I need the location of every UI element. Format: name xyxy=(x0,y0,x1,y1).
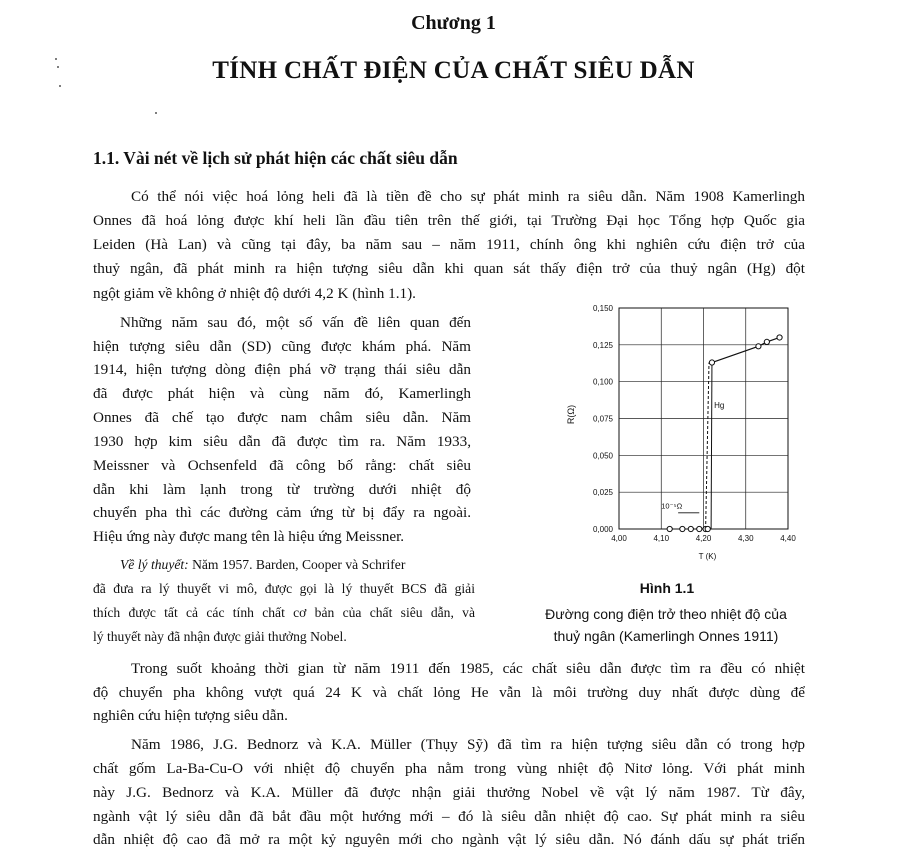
y-tick-label: 0,100 xyxy=(592,377,613,387)
text-line: Leiden (Hà Lan) và cũng tại đây, ba năm sau – năm 1911, chính ông khi nghiên cứu điện trở của xyxy=(93,236,805,253)
data-point xyxy=(688,526,693,531)
scan-speck xyxy=(57,66,59,68)
y-axis-label: R(Ω) xyxy=(566,404,576,425)
data-point xyxy=(697,526,702,531)
figure-caption-line: thuỷ ngân (Kamerlingh Onnes 1911) xyxy=(553,628,779,644)
data-point xyxy=(777,335,782,340)
text-line: thuỷ ngân, đã phát minh ra hiện tượng siêu dẫn khi quan sát thấy điện trở của thuỷ ngân (Hg) đột xyxy=(93,260,805,277)
y-tick-label: 0,050 xyxy=(592,451,613,461)
text-line: hiện tượng siêu dẫn (SD) cũng được khám phá. Năm xyxy=(93,338,471,355)
text-line: độ chuyển pha không vượt quá 24 K và chất lỏng He vẫn là môi trường duy nhất được dùng để xyxy=(93,684,805,701)
text-line: lý thuyết này đã nhận được giải thưởng Nobel. xyxy=(93,629,347,644)
text-line: nghiên cứu hiện tượng siêu dẫn. xyxy=(93,707,288,724)
x-axis-label: T (K) xyxy=(698,552,717,561)
x-tick-label: 4,30 xyxy=(737,534,754,543)
text-line: này J.G. Bednorz và K.A. Müller đã được nhận giải thưởng Nobel về vật lý năm 1987. Từ đây, xyxy=(93,784,805,801)
text-line: dẫn nhiệt độ cao đã mở ra một kỷ nguyên mới cho ngành vật lý siêu dẫn. Nó đánh dấu sự phát triển xyxy=(93,831,805,848)
figure-caption-line: Đường cong điện trở theo nhiệt độ của xyxy=(545,606,787,622)
text-line: Trong suốt khoảng thời gian từ năm 1911 đến 1985, các chất siêu dẫn được tìm ra đều có nhiệt xyxy=(131,660,805,677)
text-line: Có thể nói việc hoá lỏng heli đã là tiền đề cho sự phát minh ra siêu dẫn. Năm 1908 Kamerlingh xyxy=(131,188,805,205)
text-line: ngột giảm về không ở nhiệt độ dưới 4,2 K (hình 1.1). xyxy=(93,285,416,302)
text-line: 1914, hiện tượng dòng điện phá vỡ trạng thái siêu dẫn xyxy=(93,361,471,378)
figure-label: Hình 1.1 xyxy=(639,580,695,596)
text-line: đã được phát hiện và cùng năm đó, Kamerlingh xyxy=(93,385,471,402)
data-point xyxy=(680,526,685,531)
text-line: 1930 hợp kim siêu dẫn đã được tìm ra. Năm 1933, xyxy=(93,433,471,450)
chapter-title: TÍNH CHẤT ĐIỆN CỦA CHẤT SIÊU DẪN xyxy=(212,57,695,84)
text-line: Onnes đã chế tạo được nam châm siêu dẫn. Năm xyxy=(93,409,471,426)
text-line: Hiệu ứng này được mang tên là hiệu ứng Meissner. xyxy=(93,528,405,545)
text-line: Meissner và Ochsenfeld đã công bố rằng: chất siêu xyxy=(93,457,471,474)
italic-lead: Về lý thuyết: xyxy=(120,557,189,572)
data-point xyxy=(756,344,761,349)
scan-speck xyxy=(55,58,57,60)
transition-line xyxy=(711,363,712,529)
text-line xyxy=(120,555,405,574)
text-run: Năm 1957. Barden, Cooper và Schrifer xyxy=(188,557,406,572)
section-heading: 1.1. Vài nét về lịch sử phát hiện các chất siêu dẫn xyxy=(93,148,458,168)
text-line: dẫn khi làm lạnh trong từ trường dưới nhiệt độ xyxy=(93,481,471,498)
annotation-hg: Hg xyxy=(714,401,725,411)
text-line: chất gốm La-Ba-Cu-O với nhiệt độ chuyển pha nằm trong vùng nhiệt độ Nitơ lỏng. Với phát minh xyxy=(93,760,805,777)
x-tick-label: 4,20 xyxy=(695,534,712,543)
scan-speck xyxy=(59,85,61,87)
data-point xyxy=(764,339,769,344)
x-tick-label: 4,40 xyxy=(780,534,796,543)
y-tick-label: 0,025 xyxy=(592,488,613,498)
y-tick-label: 0,000 xyxy=(592,525,613,534)
y-tick-label: 0,125 xyxy=(592,340,613,350)
text-line: thích được tất cả các tính chất cơ bản của chất siêu dẫn, và xyxy=(93,605,475,620)
text-line: đã đưa ra lý thuyết vi mô, được gọi là lý thuyết BCS đã giải xyxy=(93,581,475,596)
text-line: Năm 1986, J.G. Bednorz và K.A. Müller (Thụy Sỹ) đã tìm ra hiện tượng siêu dẫn có trong hợp xyxy=(131,736,805,753)
text-line: Những năm sau đó, một số vấn đề liên quan đến xyxy=(120,314,471,331)
data-point xyxy=(709,360,714,365)
text-line: Onnes đã hoá lỏng được khí heli lần đầu tiên trên thế giới, tại Trường Đại học Tổng hợp Quốc gia xyxy=(93,212,805,229)
text-line: ngành vật lý siêu dẫn đã bắt đầu một hướng mới – đó là siêu dẫn nhiệt độ cao. Sự phát minh ra siêu xyxy=(93,808,805,825)
data-point xyxy=(667,526,672,531)
y-tick-label: 0,150 xyxy=(592,304,613,313)
data-point xyxy=(705,526,710,531)
transition-dashed xyxy=(706,363,709,529)
x-tick-label: 4,00 xyxy=(611,534,627,543)
resistance-chart xyxy=(560,298,820,573)
scan-speck xyxy=(155,112,157,114)
x-tick-label: 4,10 xyxy=(653,534,670,543)
text-line: chuyển pha thì các đường cảm ứng từ bị đẩy ra ngoài. xyxy=(93,504,471,521)
y-tick-label: 0,075 xyxy=(592,414,613,424)
annotation-scale: 10⁻⁵Ω xyxy=(661,501,683,511)
chapter-heading: Chương 1 xyxy=(411,12,496,34)
